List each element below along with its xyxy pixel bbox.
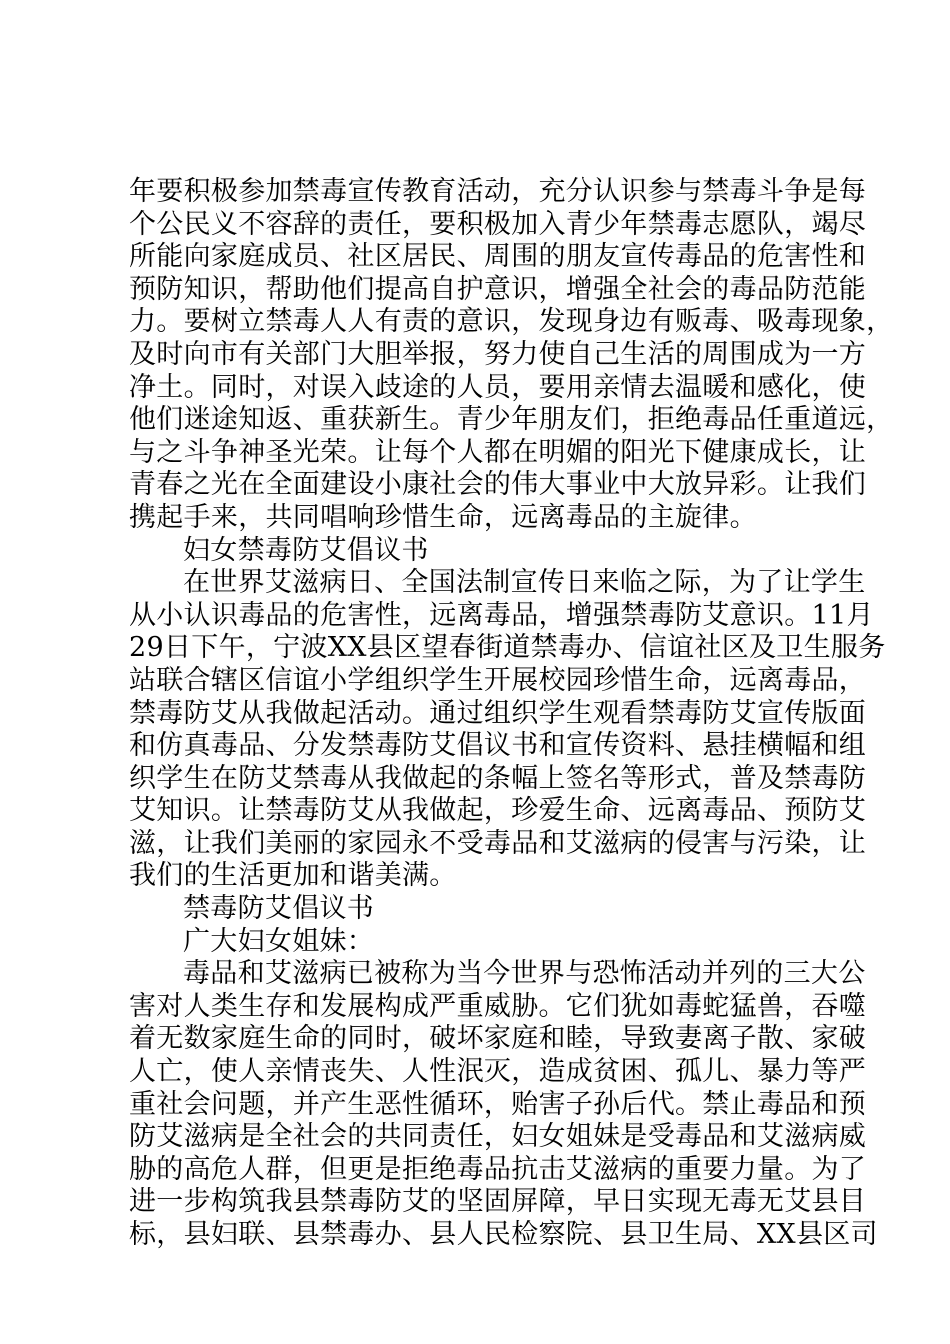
text-line: 禁毒防艾从我做起活动。通过组织学生观看禁毒防艾宣传版面 (129, 697, 867, 729)
text-line: 重社会问题，并产生恶性循环，贻害子孙后代。禁止毒品和预 (129, 1088, 867, 1120)
text-line: 预防知识，帮助他们提高自护意识，增强全社会的毒品防范能 (129, 273, 867, 305)
text-line: 从小认识毒品的危害性，远离毒品，增强禁毒防艾意识。11月 (129, 599, 874, 631)
document-body (129, 176, 894, 1252)
text-line: 艾知识。让禁毒防艾从我做起，珍爱生命、远离毒品、预防艾 (129, 795, 867, 827)
text-line: 青春之光在全面建设小康社会的伟大事业中大放异彩。让我们 (129, 469, 867, 501)
text-line: 29日下午，宁波XX县区望春街道禁毒办、信谊社区及卫生服务 (129, 632, 886, 664)
text-line: 人亡，使人亲情丧失、人性泯灭，造成贫困、孤儿、暴力等严 (129, 1056, 867, 1088)
text-line: 携起手来，共同唱响珍惜生命，远离毒品的主旋律。 (129, 501, 757, 533)
text-line: 织学生在防艾禁毒从我做起的条幅上签名等形式，普及禁毒防 (129, 762, 867, 794)
salutation: 广大妇女姐妹： (183, 925, 375, 957)
paragraph-first-line: 毒品和艾滋病已被称为当今世界与恐怖活动并列的三大公 (183, 958, 866, 990)
text-line: 及时向市有关部门大胆举报，努力使自己生活的周围成为一方 (129, 338, 867, 370)
text-line: 害对人类生存和发展构成严重威胁。它们犹如毒蛇猛兽，吞噬 (129, 990, 867, 1022)
text-line: 个公民义不容辞的责任，要积极加入青少年禁毒志愿队，竭尽 (129, 208, 867, 240)
section-heading: 禁毒防艾倡议书 (183, 893, 375, 925)
text-line: 年要积极参加禁毒宣传教育活动，充分认识参与禁毒斗争是每 (129, 176, 867, 207)
text-line: 力。要树立禁毒人人有责的意识，发现身边有贩毒、吸毒现象， (129, 306, 894, 338)
text-line: 着无数家庭生命的同时，破坏家庭和睦，导致妻离子散、家破 (129, 1023, 867, 1055)
text-line: 他们迷途知返、重获新生。青少年朋友们，拒绝毒品任重道远， (129, 404, 894, 436)
text-line: 标，县妇联、县禁毒办、县人民检察院、县卫生局、XX县区司 (129, 1219, 878, 1250)
text-line: 我们的生活更加和谐美满。 (129, 860, 457, 892)
text-line: 所能向家庭成员、社区居民、周围的朋友宣传毒品的危害性和 (129, 241, 867, 273)
text-line: 与之斗争神圣光荣。让每个人都在明媚的阳光下健康成长，让 (129, 436, 867, 468)
text-line: 进一步构筑我县禁毒防艾的坚固屏障，早日实现无毒无艾县目 (129, 1186, 867, 1218)
text-line: 净土。同时，对误入歧途的人员，要用亲情去温暖和感化，使 (129, 371, 867, 403)
text-line: 站联合辖区信谊小学组织学生开展校园珍惜生命，远离毒品， (129, 664, 867, 696)
section-heading: 妇女禁毒防艾倡议书 (183, 534, 429, 566)
text-line: 防艾滋病是全社会的共同责任，妇女姐妹是受毒品和艾滋病威 (129, 1121, 867, 1153)
text-line: 和仿真毒品、分发禁毒防艾倡议书和宣传资料、悬挂横幅和组 (129, 730, 867, 762)
text-line: 胁的高危人群，但更是拒绝毒品抗击艾滋病的重要力量。为了 (129, 1153, 867, 1185)
text-line: 滋，让我们美丽的家园永不受毒品和艾滋病的侵害与污染，让 (129, 827, 867, 859)
paragraph-first-line: 在世界艾滋病日、全国法制宣传日来临之际，为了让学生 (183, 567, 866, 599)
